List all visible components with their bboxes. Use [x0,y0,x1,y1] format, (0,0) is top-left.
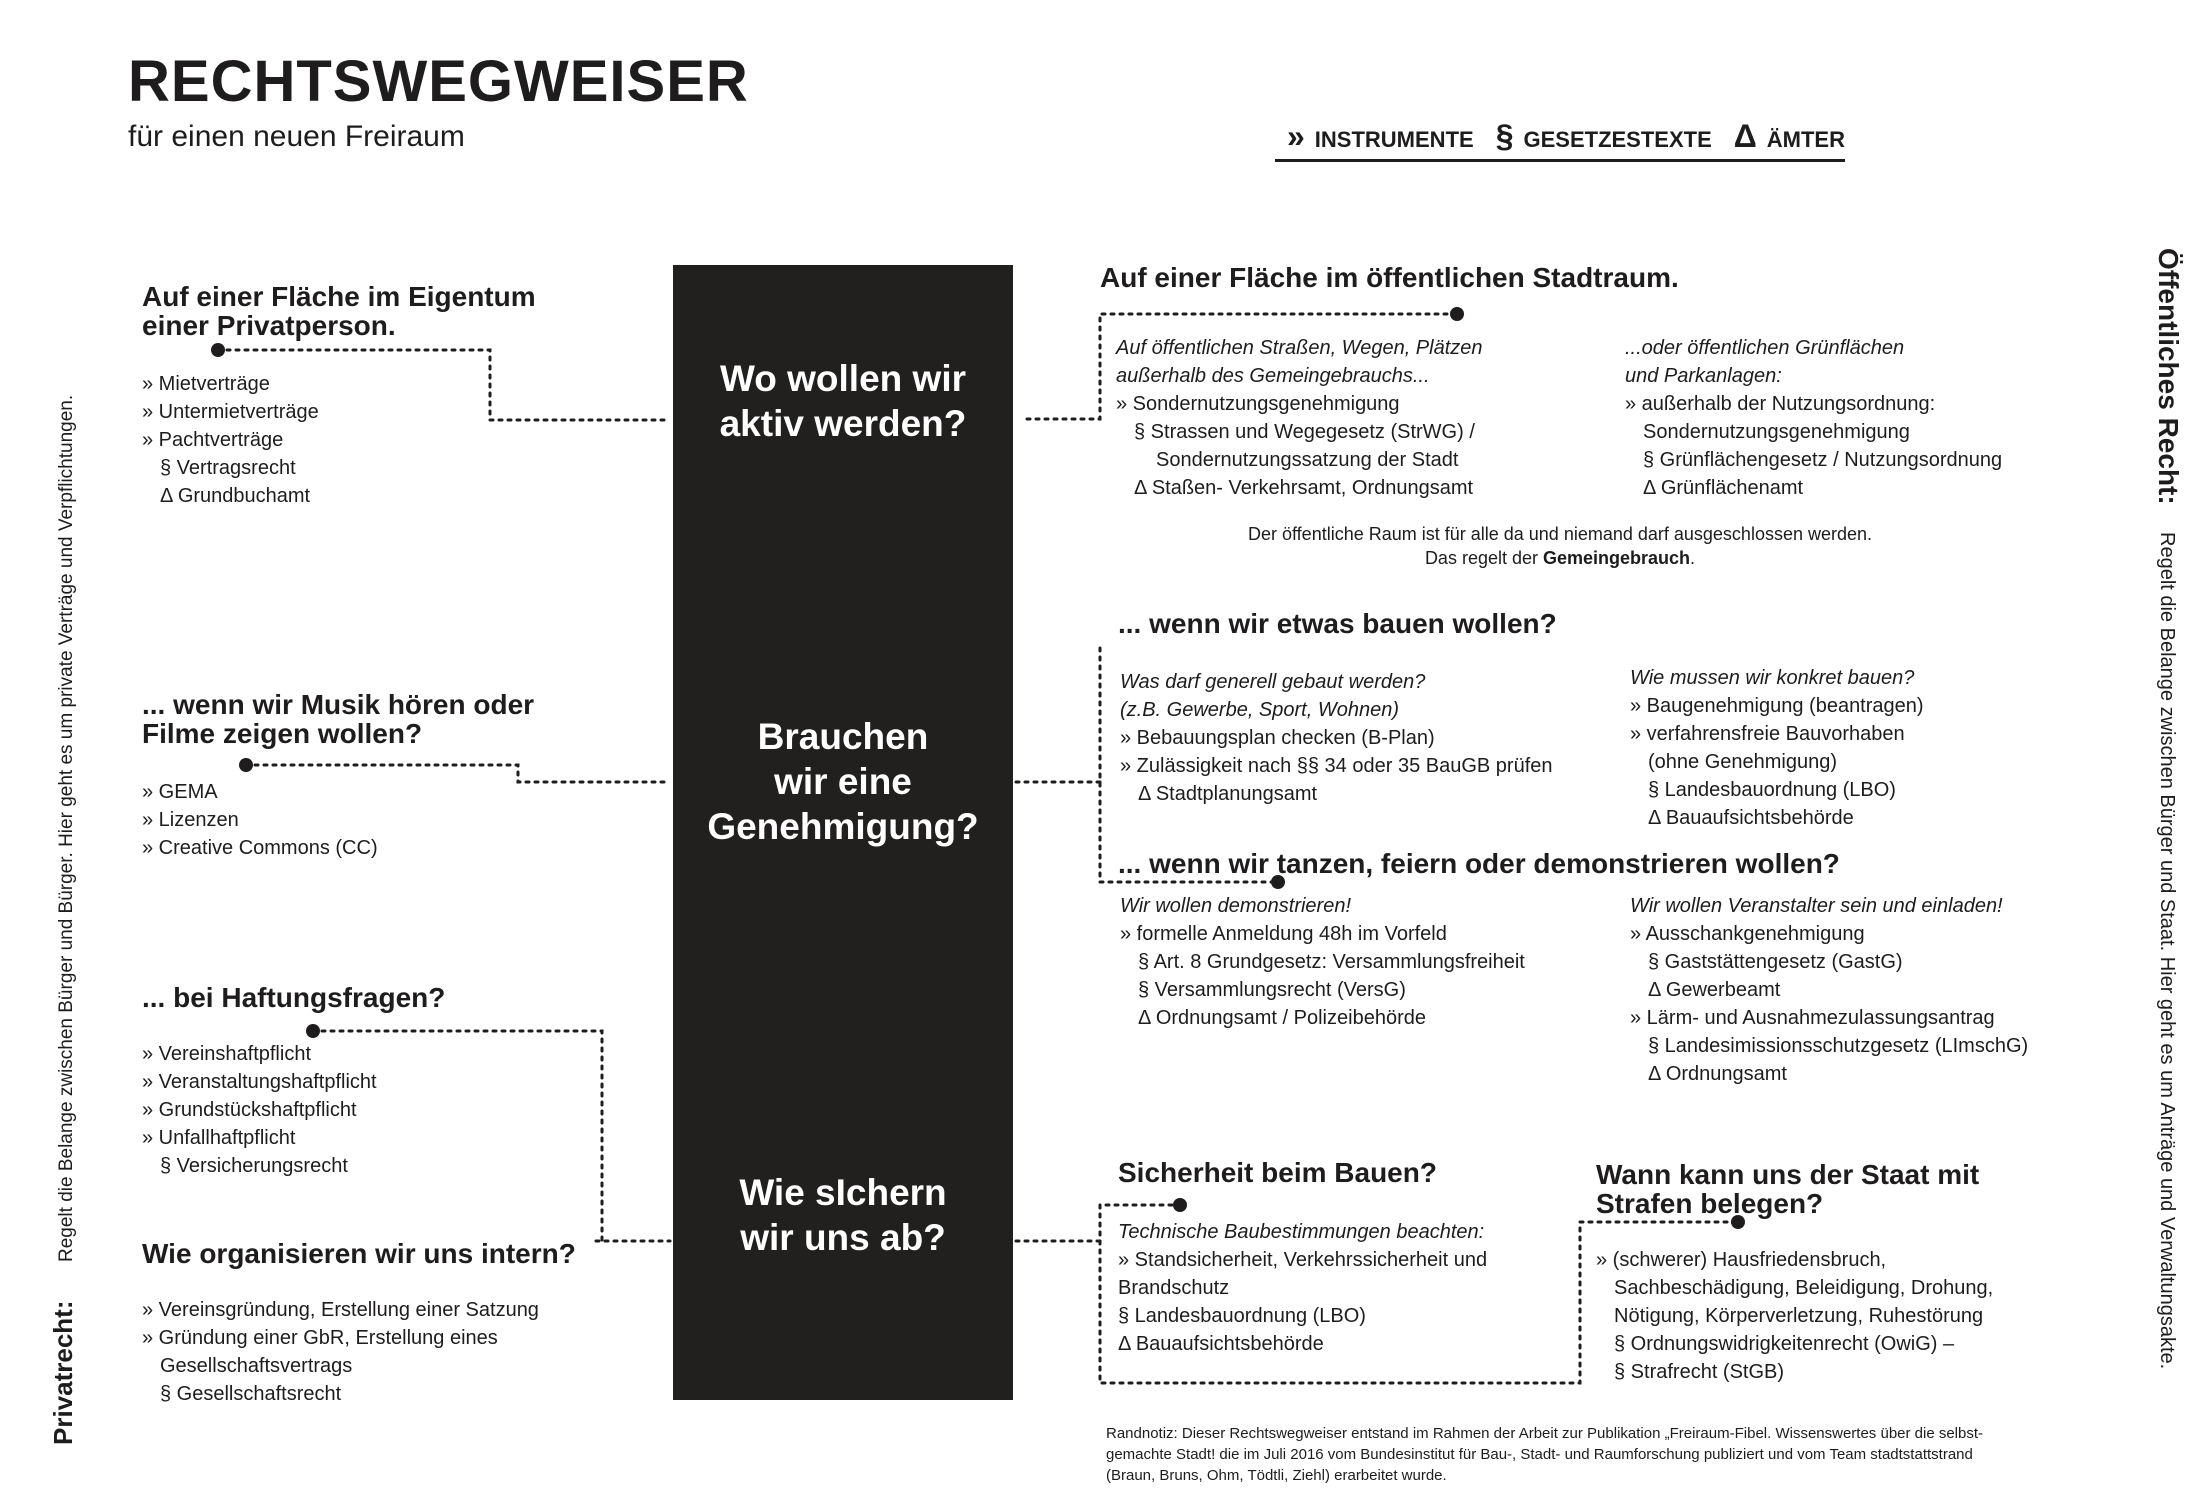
legend-aemter: ÄMTER [1766,127,1845,152]
list-item: » Vereinshaftpflicht [142,1043,311,1065]
stadtraum-col2 [1625,334,2002,502]
connector-dot [1450,307,1464,321]
strafen-heading-line2: Strafen belegen? [1596,1188,1824,1219]
list-item: » Grundstückshaftpflicht [142,1099,357,1121]
intern-heading: Wie organisieren wir uns intern? [142,1238,576,1269]
list-item: Nötigung, Körperverletzung, Ruhestörung [1614,1305,1984,1327]
musik-heading-line2: Filme zeigen wollen? [142,718,423,749]
list-item: Δ Grundbuchamt [160,485,311,507]
list-item: § Landesimissionsschutzgesetz (LImschG) [1648,1035,2029,1057]
section-intern [142,1239,576,1408]
list-item: » Pachtverträge [142,429,284,451]
legend-gesetzestexte: GESETZESTEXTE [1523,127,1712,152]
list-item: § Art. 8 Grundgesetz: Versammlungsfreiheit [1138,951,1525,973]
strafen-list [1596,1246,1993,1386]
question-wo-line2: aktiv werden? [719,403,967,444]
question-absichern-line2: wir uns ab? [740,1217,946,1258]
bauen-col1 [1120,668,1553,808]
gemeingebrauch-note-line2 [1100,546,2020,570]
bauen-col2-intro: Wie mussen wir konkret bauen? [1630,667,1915,689]
sicherheit-heading: Sicherheit beim Bauen? [1118,1157,1437,1188]
side-right-title: Öffentliches Recht: [2153,248,2184,505]
haftung-list [142,1040,445,1180]
list-item: » Gründung einer GbR, Erstellung eines [142,1327,498,1349]
list-item: Δ Gewerbeamt [1648,979,1781,1001]
list-item: Δ Bauaufsichtsbehörde [1118,1333,1324,1355]
question-genehmigung-line3: Genehmigung? [707,806,979,847]
side-left-text: Regelt die Belange zwischen Bürger und Bürger. Hier geht es um private Verträge und Verpflichtungen. [56,394,77,1262]
stadtraum-col1-intro: Auf öffentlichen Straßen, Wegen, Plätzen [1116,337,1483,359]
list-item: » Zulässigkeit nach §§ 34 oder 35 BauGB prüfen [1120,755,1553,777]
list-item: § Landesbauordnung (LBO) [1648,779,1896,801]
list-item: Gesellschaftsvertrags [160,1355,353,1377]
list-item: Sondernutzungsgenehmigung [1643,421,1910,443]
page-subtitle: für einen neuen Freiraum [128,120,465,153]
eigentum-heading-line2: einer Privatperson. [142,310,396,341]
stadtraum-heading: Auf einer Fläche im öffentlichen Stadtraum. [1100,262,1679,293]
list-item: » Mietverträge [142,373,270,395]
gemeingebrauch-note [1100,522,2020,570]
stadtraum-col1-intro: außerhalb des Gemeingebrauchs... [1116,365,1430,387]
tanzen-col2 [1630,892,2028,1088]
list-item: » verfahrensfreie Bauvorhaben [1630,723,1905,745]
intern-list [142,1296,576,1408]
section-musik [142,690,534,862]
question-genehmigung-line1: Brauchen [757,716,929,757]
list-item: » Creative Commons (CC) [142,837,378,859]
list-item: » Untermietverträge [142,401,319,423]
list-item: § Strassen und Wegegesetz (StrWG) / [1134,421,1475,443]
stadtraum-col1 [1116,334,1483,502]
list-item: » Unfallhaftpflicht [142,1127,296,1149]
list-item: » außerhalb der Nutzungsordnung: [1625,393,1936,415]
page-title: RECHTSWEGWEISER [128,49,749,114]
sicherheit-list [1118,1218,1487,1358]
list-item: Δ Bauaufsichtsbehörde [1648,807,1854,829]
stadtraum-col2-intro: und Parkanlagen: [1625,365,1782,387]
list-item: » Bebauungsplan checken (B-Plan) [1120,727,1435,749]
note-text: Das regelt der [1424,548,1543,568]
randnotiz [1106,1423,1983,1486]
list-item: § Gaststättengesetz (GastG) [1648,951,1903,973]
list-item: » Standsicherheit, Verkehrssicherheit und [1118,1249,1488,1271]
question-genehmigung-line2: wir eine [774,761,912,802]
list-item: » Ausschankgenehmigung [1630,923,1865,945]
list-item: Δ Stadtplanungsamt [1138,783,1318,805]
bauen-col1-intro: Was darf generell gebaut werden? [1120,671,1426,693]
aemter-symbol: Δ [1733,118,1757,154]
section-eigentum [142,282,536,510]
list-item: » Veranstaltungshaftpflicht [142,1071,377,1093]
list-item: Δ Ordnungsamt / Polizeibehörde [1138,1007,1426,1029]
list-item: » (schwerer) Hausfriedensbruch, [1596,1249,1887,1271]
list-item: » Sondernutzungsgenehmigung [1116,393,1400,415]
gemeingebrauch-note-line1: Der öffentliche Raum ist für alle da und niemand darf ausgeschlossen werden. [1247,524,1873,544]
note-text: . [1690,548,1696,568]
list-item: § Strafrecht (StGB) [1614,1361,1785,1383]
list-item: § Versicherungsrecht [160,1155,348,1177]
randnotiz-line1: Randnotiz: Dieser Rechtswegweiser entstand im Rahmen der Arbeit zur Publikation „Freiraum-Fibel. Wissenswertes über die selbst- [1106,1425,1984,1442]
side-right-text: Regelt die Belange zwischen Bürger und Staat. Hier geht es um Anträge und Verwaltungsakte. [2156,532,2178,1370]
connector-dot [1173,1198,1187,1212]
list-item: (ohne Genehmigung) [1648,751,1838,773]
tanzen-col1-intro: Wir wollen demonstrieren! [1120,895,1352,917]
stadtraum-col2-intro: ...oder öffentlichen Grünflächen [1625,337,1905,359]
section-haftung [142,983,445,1180]
list-item: § Gesellschaftsrecht [160,1383,342,1405]
list-item: Sachbeschädigung, Beleidigung, Drohung, [1614,1277,1994,1299]
list-item: » Vereinsgründung, Erstellung einer Satzung [142,1299,539,1321]
strafen-heading [1596,1160,1979,1218]
eigentum-list [142,370,536,510]
list-item: » formelle Anmeldung 48h im Vorfeld [1120,923,1447,945]
tanzen-heading: ... wenn wir tanzen, feiern oder demonstrieren wollen? [1118,848,1840,879]
legend-instrumente: INSTRUMENTE [1314,127,1474,152]
question-wo-line1: Wo wollen wir [720,358,966,399]
musik-heading-line1: ... wenn wir Musik hören oder [142,689,535,720]
strafen-heading-line1: Wann kann uns der Staat mit [1596,1159,1980,1190]
randnotiz-line3: (Braun, Bruns, Ohm, Tödtli, Ziehl) erarbeitet wurde. [1106,1467,1447,1484]
note-bold: Gemeingebrauch [1543,548,1691,568]
list-item: » GEMA [142,781,218,803]
bauen-heading: ... wenn wir etwas bauen wollen? [1118,608,1557,639]
bauen-col2 [1630,664,1924,832]
list-item: § Grünflächengesetz / Nutzungsordnung [1643,449,2003,471]
eigentum-heading-line1: Auf einer Fläche im Eigentum [142,281,536,312]
list-item: » Baugenehmigung (beantragen) [1630,695,1924,717]
musik-heading [142,690,534,748]
haftung-heading: ... bei Haftungsfragen? [142,982,446,1013]
list-item: Δ Staßen- Verkehrsamt, Ordnungsamt [1134,477,1474,499]
list-item: » Lärm- und Ausnahmezulassungsantrag [1630,1007,1995,1029]
list-item: Brandschutz [1118,1277,1230,1299]
tanzen-col2-intro: Wir wollen Veranstalter sein und einladen! [1630,895,2003,917]
list-item: Sondernutzungssatzung der Stadt [1156,449,1459,471]
list-item: § Vertragsrecht [160,457,296,479]
list-item: § Ordnungswidrigkeitenrecht (OwiG) – [1614,1333,1955,1355]
sicherheit-intro: Technische Baubestimmungen beachten: [1118,1221,1485,1243]
gesetzestexte-symbol: § [1495,118,1514,154]
list-item: » Lizenzen [142,809,239,831]
question-absichern-line1: Wie sIchern [739,1172,947,1213]
tanzen-col1 [1120,892,1525,1032]
bauen-col1-intro: (z.B. Gewerbe, Sport, Wohnen) [1120,699,1400,721]
list-item: § Landesbauordnung (LBO) [1118,1305,1366,1327]
eigentum-heading [142,282,536,340]
randnotiz-line2: gemachte Stadt! die im Juli 2016 vom Bundesinstitut für Bau-, Stadt- und Raumforschung publiziert und vom Team stadtstattstrand [1106,1446,1973,1463]
musik-list [142,778,534,862]
list-item: Δ Ordnungsamt [1648,1063,1787,1085]
instrumente-symbol: » [1287,118,1305,154]
side-left-title: Privatrecht: [48,1300,78,1445]
list-item: § Versammlungsrecht (VersG) [1138,979,1406,1001]
list-item: Δ Grünflächenamt [1643,477,1804,499]
